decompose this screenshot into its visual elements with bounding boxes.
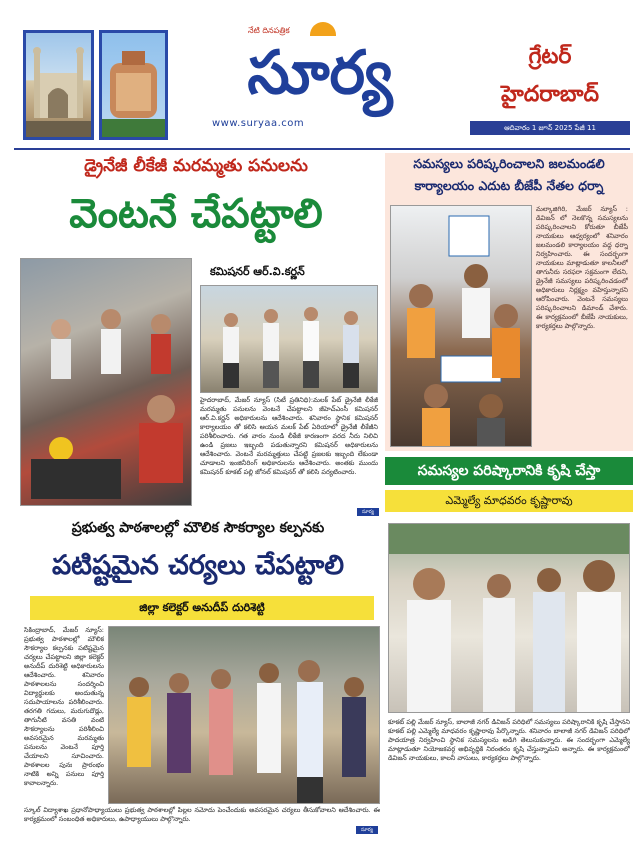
story3-byline: ఎమ్మెల్యే మాధవరం కృష్ణారావు	[385, 490, 633, 512]
story3-body: కూకట్ పల్లి మేజర్ న్యూస్, బాలాజీ నగర్ డివిజన్ పరిధిలో సమస్యలు పరిష్కారానికి కృషి చేస్తానని కూకట్ పల్లి ఎమ్మెల్యే మాధవరం కృష్ణారావు పేర్కొన్నారు. శనివారం బాలాజీ నగర్ డివిజన్ పరిధిలో పాదయాత్ర నిర్వహించి స్థానిక సమస్యలను అడిగి తెలుసుకున్నారు. ఈ సందర్భంగా ఎమ్మెల్యే మాట్లాడుతూ నియోజకవర్గ అభివృద్ధికి నిరంతరం కృషి చేస్తున్నామని అన్నారు. ఈ కార్యక్రమంలో డివిజన్ నాయకులు, కాలనీ వాసులు, కార్యకర్తలు పాల్గొన్నారు.	[388, 718, 630, 762]
story1-kicker: డ్రైనేజీ లీకేజీ మరమ్మతు పనులను	[84, 156, 308, 176]
collector-visit-icon	[109, 627, 380, 804]
edition-label-greater: గ్రేటర్	[528, 44, 572, 69]
story3-photo-mla	[388, 523, 630, 713]
small-logo-badge-2: సూర్య	[356, 826, 378, 834]
story4-footer: స్కూల్ విద్యాశాఖ ప్రధానోపాధ్యాయులు ప్రభుత్వ పాఠశాలల్లో పిల్లల నమోదు పెంచేందుకు అవసరమైన చర్యలు తీసుకోవాలని ఆదేశించారు. ఈ కార్యక్రమంలో సంబంధిత అధికారులు, ఉపాధ్యాయులు పాల్గొన్నారు.	[24, 806, 380, 823]
story1-byline: కమిషనర్ ఆర్.వి.కర్ణన్	[210, 265, 305, 278]
story1-headline: వెంటనే చేపట్టాలి	[69, 191, 323, 237]
masthead-logo: సూర్య	[247, 38, 393, 108]
story2-kicker-line2: కార్యాలయం ఎదుట బీజేపీ నేతల ధర్నా	[414, 178, 604, 193]
building-icon	[102, 33, 165, 137]
masthead-rule	[14, 148, 630, 150]
dateline: ఆదివారం 1 జూన్ 2025 పేజీ 11	[470, 121, 630, 135]
story2-body: మల్కాజిగిరి, మేజర్ న్యూస్ : డివిజన్ లో నెలకొన్న సమస్యలను పరిష్కరించాలని కోరుతూ బీజేపీ నాయకులు ఆధ్వర్యంలో శనివారం జలమండలి కార్యాలయం వద్ద ధర్నా నిర్వహించారు. ఈ సందర్భంగా నాయకులు మాట్లాడుతూ కాలనీలలో తాగునీరు సరఫరా సక్రమంగా లేదని, డ్రైనేజీ సమస్యలు పరిష్కరించడంలో అధికారులు నిర్లక్ష్యం వహిస్తున్నారని ఆరోపించారు. వెంటనే సమస్యలు పరిష్కరించాలని డిమాండ్ చేశారు. ఈ కార్యక్రమంలో బీజేపీ నాయకులు, కార్యకర్తలు పాల్గొన్నారు.	[536, 205, 628, 330]
edition-label-hyderabad: హైదరాబాద్	[501, 82, 599, 107]
protesters-icon	[391, 206, 532, 447]
story4-photo-school	[108, 626, 380, 804]
masthead	[0, 0, 640, 150]
story4-headline: పటిష్టమైన చర్యలు చేపట్టాలి	[51, 550, 344, 581]
story2-kicker-line1: సమస్యలు పరిష్కరించాలని జలమండలి	[413, 156, 605, 171]
masthead-url[interactable]: www.suryaa.com	[212, 118, 305, 129]
story3-headline: సమస్యల పరిష్కారానికి కృషి చేస్తా	[385, 457, 633, 485]
charminar-icon	[26, 33, 91, 137]
story1-photo-crew	[20, 258, 192, 506]
charminar-photo	[23, 30, 94, 140]
building-photo	[99, 30, 168, 140]
story4-body: సికింద్రాబాద్, మేజర్ న్యూస్: ప్రభుత్వ పాఠశాలల్లో మౌలిక సౌకర్యాల కల్పనకు పటిష్టమైన చర్యలు చేపట్టాలని జిల్లా కలెక్టర్ అనుదీప్ దురిశెట్టి అధికారులను ఆదేశించారు. శనివారం పాఠశాలలను సందర్శించి విద్యార్థులకు అందుతున్న సదుపాయాలను పరిశీలించారు. తరగతి గదులు, మరుగుదొడ్లు, తాగునీటి వసతి వంటి సౌకర్యాలను పరిశీలించి అవసరమైన మరమ్మతు పనులను వెంటనే పూర్తి చేయాలని సూచించారు. పాఠశాలల పునః ప్రారంభం నాటికి అన్ని పనులు పూర్తి కావాలన్నారు.	[24, 626, 104, 787]
masthead-tagline: నేటి దినపత్రిక	[248, 26, 290, 35]
officials-icon	[201, 286, 378, 393]
mla-meeting-icon	[389, 524, 630, 713]
story4-byline: జిల్లా కలెక్టర్ అనుదీప్ దురిశెట్టి	[30, 596, 374, 620]
small-logo-badge: సూర్య	[357, 508, 379, 516]
story4-kicker: ప్రభుత్వ పాఠశాలల్లో మౌలిక సౌకర్యాల కల్పనకు	[71, 520, 325, 536]
workers-icon	[21, 259, 192, 506]
story1-body: హైదరాబాద్, మేజర్ న్యూస్ (సిటీ ప్రతినిధి):మలక్ పేట్ డ్రైనేజీ లీకేజీ మరమ్మతు పనులను వెంటనే చేపట్టాలని జీహెచ్ఎంసీ కమిషనర్ ఆర్.వి.కర్ణన్ అధికారులను ఆదేశించారు. శనివారం స్థానిక కమిషనర్ కార్యాలయం తో కలిసి ఆయన మలక్ పేట్ ఏరియాలో డ్రైనేజీ లీకేజీని పరిశీలించారు. గత వారం నుండి లీకేజీ కారణంగా వరద నీరు నిలిచి ఉండి ప్రజలు ఇబ్బంది పడుతున్నారని కమిషనర్ అధికారులను ఆదేశించారు. వెంటనే మరమ్మత్తులు చేపట్టి ప్రజలకు ఇబ్బంది లేకుండా చూడాలని ఇంజినీరింగ్ అధికారులను ఆదేశించారు. అంతకు ముందు కమిషనర్ కూకట్ పల్లి జోనల్ కమిషనర్ తో కలిసి పర్యటించారు.	[200, 396, 378, 476]
story2-photo-protest	[390, 205, 532, 447]
story1-photo-inspection	[200, 285, 378, 393]
